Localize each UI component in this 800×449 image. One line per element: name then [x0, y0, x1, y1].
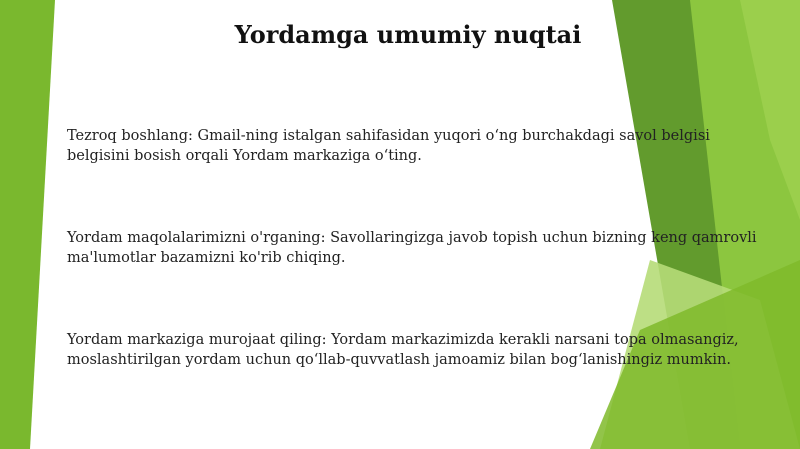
paragraph-contact-support: Yordam markaziga murojaat qiling: Yordam markazimizda kerakli narsani topa olmasangiz, moslashtirilgan yordam uchun qo‘llab-quvvatlash jamoamiz bilan bog‘lanishingiz mumkin. [67, 332, 739, 368]
paragraph-explore-articles: Yordam maqolalarimizni o'rganing: Savollaringizga javob topish uchun bizning keng qamrovli ma'lumotlar bazamizni ko'rib chiqing. [67, 230, 757, 266]
slide-title: Yordamga umumiy nuqtai [234, 20, 582, 49]
left-green-strip [0, 0, 55, 449]
paragraph-quick-start: Tezroq boshlang: Gmail-ning istalgan sahifasidan yuqori o‘ng burchakdagi savol belgisi belgisini bosish orqali Yordam markaziga o‘ting. [67, 128, 710, 164]
